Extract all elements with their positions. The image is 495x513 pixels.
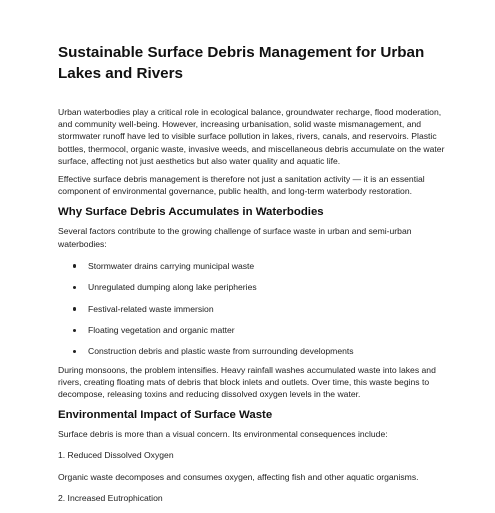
list-item-text: Floating vegetation and organic matter bbox=[88, 325, 235, 335]
impact-point-2-title: 2. Increased Eutrophication bbox=[58, 492, 163, 503]
intro-paragraph-2: Effective surface debris management is therefore not just a sanitation activity — it is an essential component of environmental governance, public health, and long-term waterbody restoration. bbox=[58, 174, 425, 197]
section-heading-impact: Environmental Impact of Surface Waste bbox=[58, 409, 273, 422]
impact-point-1-text: Organic waste decomposes and consumes oxygen, affecting fish and other aquatic organisms. bbox=[58, 471, 419, 482]
list-item bbox=[58, 260, 448, 272]
document-title: Sustainable Surface Debris Management for Urban Lakes and Rivers bbox=[58, 44, 425, 82]
list-item bbox=[58, 303, 448, 315]
list-item-text: Stormwater drains carrying municipal waste bbox=[88, 260, 255, 271]
bullet-icon bbox=[73, 350, 76, 353]
monsoon-paragraph: During monsoons, the problem intensifies. Heavy rainfall washes accumulated waste into lakes and rivers, creating floating mats of debris that block inlets and outlets. Over time, this waste begins to decompose, releasing toxins and reducing dissolved oxygen levels in the water. bbox=[58, 364, 436, 399]
bullet-icon bbox=[73, 264, 76, 267]
section-lead-impact: Surface debris is more than a visual concern. Its environmental consequences include: bbox=[58, 429, 388, 440]
list-item-text: Construction debris and plastic waste from surrounding developments bbox=[88, 346, 354, 357]
bullet-icon bbox=[73, 307, 76, 310]
impact-point-1-title: 1. Reduced Dissolved Oxygen bbox=[58, 450, 174, 461]
list-item bbox=[58, 345, 448, 357]
list-item bbox=[58, 281, 448, 293]
bullet-icon bbox=[73, 286, 76, 289]
section-heading-accumulation: Why Surface Debris Accumulates in Waterbodies bbox=[58, 206, 324, 219]
accumulation-factors-list bbox=[58, 260, 448, 358]
list-item-text: Festival-related waste immersion bbox=[88, 303, 214, 314]
bullet-icon bbox=[73, 329, 76, 332]
list-item bbox=[58, 324, 448, 336]
intro-paragraph-1: Urban waterbodies play a critical role in ecological balance, groundwater recharge, flood moderation, and community well-being. However, increasing urbanisation, solid waste mismanagement, and stormwater runoff have led to visible surface pollution in lakes, rivers, canals, and reservoirs. Plastic bottles, thermocol, organic waste, invasive weeds, and miscellaneous debris accumulate on the water surface, affecting not just aesthetics but also water quality and aquatic life. bbox=[58, 107, 445, 166]
document-page bbox=[58, 42, 448, 513]
section-lead-accumulation: Several factors contribute to the growing challenge of surface waste in urban and semi-urban waterbodies: bbox=[58, 226, 412, 249]
list-item-text: Unregulated dumping along lake peripheries bbox=[88, 282, 257, 293]
